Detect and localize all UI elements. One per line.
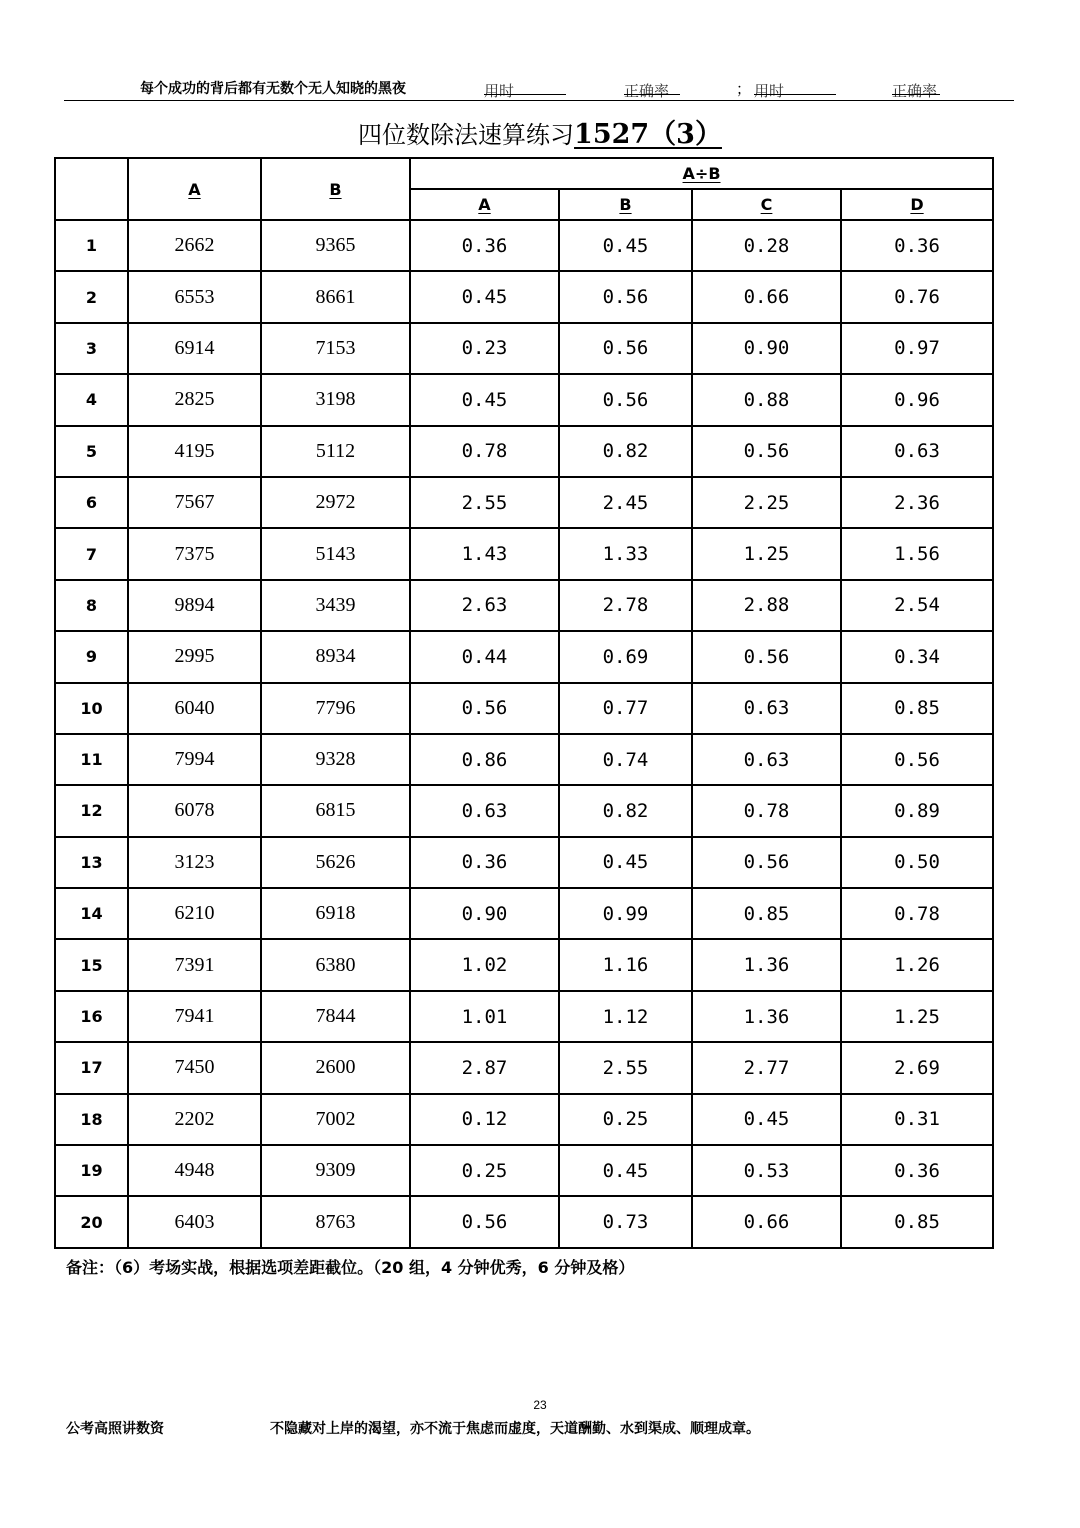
option-b-cell[interactable]: 0.56 xyxy=(559,374,692,425)
table-row xyxy=(55,1145,993,1196)
option-b-cell[interactable]: 2.78 xyxy=(559,580,692,631)
option-c-cell[interactable]: 0.88 xyxy=(692,374,841,425)
option-d-cell[interactable]: 0.89 xyxy=(841,785,993,836)
row-index: 9 xyxy=(55,631,128,682)
header-separator: ； xyxy=(736,80,752,98)
cell-a: 2662 xyxy=(128,220,261,271)
division-practice-table xyxy=(54,157,994,1249)
row-index: 1 xyxy=(55,220,128,271)
row-index: 10 xyxy=(55,683,128,734)
table-row xyxy=(55,528,993,579)
table-row xyxy=(55,888,993,939)
page-title xyxy=(0,112,1080,151)
option-b-cell[interactable]: 0.69 xyxy=(559,631,692,682)
option-d-cell[interactable]: 0.50 xyxy=(841,837,993,888)
cell-b: 3439 xyxy=(261,580,410,631)
option-a-cell[interactable]: 0.45 xyxy=(410,374,559,425)
option-a-cell[interactable]: 0.78 xyxy=(410,426,559,477)
option-b-cell[interactable]: 0.45 xyxy=(559,220,692,271)
option-b-cell[interactable]: 0.45 xyxy=(559,837,692,888)
cell-a: 2825 xyxy=(128,374,261,425)
table-row xyxy=(55,323,993,374)
cell-b: 9365 xyxy=(261,220,410,271)
table-row xyxy=(55,991,993,1042)
cell-a: 7375 xyxy=(128,528,261,579)
table-row xyxy=(55,631,993,682)
table-row xyxy=(55,580,993,631)
option-c-cell[interactable]: 0.56 xyxy=(692,837,841,888)
header-motto: 每个成功的背后都有无数个无人知晓的黑夜 xyxy=(140,81,406,97)
cell-a: 7567 xyxy=(128,477,261,528)
option-d-cell[interactable]: 0.36 xyxy=(841,220,993,271)
option-d-cell[interactable]: 0.31 xyxy=(841,1094,993,1145)
option-d-cell[interactable]: 2.54 xyxy=(841,580,993,631)
cell-a: 4948 xyxy=(128,1145,261,1196)
option-c-cell[interactable]: 1.36 xyxy=(692,991,841,1042)
option-a-cell[interactable]: 0.44 xyxy=(410,631,559,682)
cell-a: 4195 xyxy=(128,426,261,477)
option-d-cell[interactable]: 0.36 xyxy=(841,1145,993,1196)
cell-b: 8763 xyxy=(261,1196,410,1247)
row-index: 20 xyxy=(55,1196,128,1247)
option-d-cell[interactable]: 1.26 xyxy=(841,939,993,990)
option-c-header: C xyxy=(692,189,841,220)
cell-b: 6380 xyxy=(261,939,410,990)
footer-right: 不隐藏对上岸的渴望，亦不流于焦虑而虚度，天道酬勤、水到渠成、顺理成章。 xyxy=(270,1421,760,1437)
row-index: 3 xyxy=(55,323,128,374)
cell-b: 5143 xyxy=(261,528,410,579)
option-a-cell[interactable]: 0.56 xyxy=(410,683,559,734)
accuracy-blank-1[interactable] xyxy=(624,80,680,95)
page-number: 23 xyxy=(533,1398,547,1412)
accuracy-blank-2[interactable] xyxy=(892,80,940,95)
option-b-cell[interactable]: 0.56 xyxy=(559,271,692,322)
table-row xyxy=(55,785,993,836)
option-d-cell[interactable]: 0.97 xyxy=(841,323,993,374)
time-blank-1[interactable] xyxy=(484,80,566,95)
quotient-group-header: A÷B xyxy=(410,158,993,189)
option-b-cell[interactable]: 0.45 xyxy=(559,1145,692,1196)
option-c-cell[interactable]: 0.56 xyxy=(692,426,841,477)
cell-a: 6078 xyxy=(128,785,261,836)
row-index: 15 xyxy=(55,939,128,990)
cell-a: 2202 xyxy=(128,1094,261,1145)
table-body xyxy=(55,220,993,1248)
option-c-cell[interactable]: 0.63 xyxy=(692,734,841,785)
option-d-cell[interactable]: 0.85 xyxy=(841,1196,993,1247)
row-index: 5 xyxy=(55,426,128,477)
option-a-cell[interactable]: 0.45 xyxy=(410,271,559,322)
cell-a: 7391 xyxy=(128,939,261,990)
option-d-cell[interactable]: 0.34 xyxy=(841,631,993,682)
cell-b: 6918 xyxy=(261,888,410,939)
option-a-cell[interactable]: 1.01 xyxy=(410,991,559,1042)
option-b-cell[interactable]: 2.45 xyxy=(559,477,692,528)
option-c-cell[interactable]: 1.25 xyxy=(692,528,841,579)
cell-a: 7941 xyxy=(128,991,261,1042)
cell-a: 3123 xyxy=(128,837,261,888)
option-c-cell[interactable]: 0.53 xyxy=(692,1145,841,1196)
cell-b: 7796 xyxy=(261,683,410,734)
option-a-cell[interactable]: 0.86 xyxy=(410,734,559,785)
cell-b: 8934 xyxy=(261,631,410,682)
option-b-cell[interactable]: 0.77 xyxy=(559,683,692,734)
cell-b: 9328 xyxy=(261,734,410,785)
cell-a: 6403 xyxy=(128,1196,261,1247)
option-b-cell[interactable]: 0.25 xyxy=(559,1094,692,1145)
cell-a: 6040 xyxy=(128,683,261,734)
option-d-cell[interactable]: 2.36 xyxy=(841,477,993,528)
option-b-cell[interactable]: 0.82 xyxy=(559,785,692,836)
option-d-cell[interactable]: 0.76 xyxy=(841,271,993,322)
option-c-cell[interactable]: 2.88 xyxy=(692,580,841,631)
option-c-cell[interactable]: 0.63 xyxy=(692,683,841,734)
table-row xyxy=(55,477,993,528)
cell-b: 7153 xyxy=(261,323,410,374)
footer-left: 公考高照讲数资 xyxy=(66,1421,164,1437)
option-b-cell[interactable]: 2.55 xyxy=(559,1042,692,1093)
cell-a: 7450 xyxy=(128,1042,261,1093)
cell-a: 6553 xyxy=(128,271,261,322)
option-b-cell[interactable]: 0.73 xyxy=(559,1196,692,1247)
option-b-cell[interactable]: 0.82 xyxy=(559,426,692,477)
option-a-cell[interactable]: 1.02 xyxy=(410,939,559,990)
row-index: 14 xyxy=(55,888,128,939)
option-b-cell[interactable]: 1.16 xyxy=(559,939,692,990)
time-label-2: 用时 xyxy=(754,82,785,100)
cell-b: 6815 xyxy=(261,785,410,836)
option-b-cell[interactable]: 0.99 xyxy=(559,888,692,939)
option-a-cell[interactable]: 0.36 xyxy=(410,220,559,271)
option-a-cell[interactable]: 0.63 xyxy=(410,785,559,836)
title-text: 四位数除法速算练习 xyxy=(358,121,575,149)
time-label-1: 用时 xyxy=(484,82,515,100)
option-a-cell[interactable]: 0.23 xyxy=(410,323,559,374)
option-b-cell[interactable]: 1.12 xyxy=(559,991,692,1042)
row-index: 17 xyxy=(55,1042,128,1093)
note: 备注：（6）考场实战，根据选项差距截位。（20 组，4 分钟优秀，6 分钟及格） xyxy=(66,1258,635,1277)
cell-b: 7002 xyxy=(261,1094,410,1145)
table-row xyxy=(55,1042,993,1093)
row-index: 8 xyxy=(55,580,128,631)
option-a-header: A xyxy=(410,189,559,220)
option-a-cell[interactable]: 0.56 xyxy=(410,1196,559,1247)
option-a-cell[interactable]: 0.90 xyxy=(410,888,559,939)
row-index: 18 xyxy=(55,1094,128,1145)
row-index: 4 xyxy=(55,374,128,425)
cell-a: 2995 xyxy=(128,631,261,682)
column-b-header: B xyxy=(261,158,410,220)
option-c-cell[interactable]: 1.36 xyxy=(692,939,841,990)
cell-b: 5626 xyxy=(261,837,410,888)
row-index: 2 xyxy=(55,271,128,322)
option-a-cell[interactable]: 1.43 xyxy=(410,528,559,579)
table-row xyxy=(55,220,993,271)
page-header xyxy=(64,76,1014,101)
option-c-cell[interactable]: 0.78 xyxy=(692,785,841,836)
cell-b: 2972 xyxy=(261,477,410,528)
row-index: 19 xyxy=(55,1145,128,1196)
row-index: 13 xyxy=(55,837,128,888)
table-row xyxy=(55,939,993,990)
option-b-cell[interactable]: 1.33 xyxy=(559,528,692,579)
option-c-cell[interactable]: 0.90 xyxy=(692,323,841,374)
row-index: 7 xyxy=(55,528,128,579)
option-c-cell[interactable]: 0.85 xyxy=(692,888,841,939)
table-row xyxy=(55,374,993,425)
row-index: 12 xyxy=(55,785,128,836)
cell-b: 9309 xyxy=(261,1145,410,1196)
option-b-cell[interactable]: 0.74 xyxy=(559,734,692,785)
option-c-cell[interactable]: 0.66 xyxy=(692,271,841,322)
cell-b: 2600 xyxy=(261,1042,410,1093)
option-a-cell[interactable]: 2.87 xyxy=(410,1042,559,1093)
row-index: 6 xyxy=(55,477,128,528)
cell-a: 6914 xyxy=(128,323,261,374)
option-d-header: D xyxy=(841,189,993,220)
option-c-cell[interactable]: 2.25 xyxy=(692,477,841,528)
option-d-cell[interactable]: 0.78 xyxy=(841,888,993,939)
option-d-cell[interactable]: 0.96 xyxy=(841,374,993,425)
cell-a: 7994 xyxy=(128,734,261,785)
column-a-header: A xyxy=(128,158,261,220)
option-a-cell[interactable]: 2.63 xyxy=(410,580,559,631)
option-c-cell[interactable]: 0.56 xyxy=(692,631,841,682)
cell-b: 5112 xyxy=(261,426,410,477)
table-row xyxy=(55,1196,993,1247)
table-row xyxy=(55,683,993,734)
cell-b: 8661 xyxy=(261,271,410,322)
option-d-cell[interactable]: 0.63 xyxy=(841,426,993,477)
option-c-cell[interactable]: 2.77 xyxy=(692,1042,841,1093)
option-a-cell[interactable]: 0.36 xyxy=(410,837,559,888)
option-d-cell[interactable]: 2.69 xyxy=(841,1042,993,1093)
option-d-cell[interactable]: 0.85 xyxy=(841,683,993,734)
option-c-cell[interactable]: 0.66 xyxy=(692,1196,841,1247)
cell-b: 3198 xyxy=(261,374,410,425)
time-blank-2[interactable] xyxy=(754,80,836,95)
option-c-cell[interactable]: 0.45 xyxy=(692,1094,841,1145)
table-row xyxy=(55,837,993,888)
option-d-cell[interactable]: 0.56 xyxy=(841,734,993,785)
table-row xyxy=(55,734,993,785)
table-row xyxy=(55,271,993,322)
accuracy-label-2: 正确率 xyxy=(892,82,938,100)
title-number: 1527（3） xyxy=(574,119,722,150)
option-a-cell[interactable]: 0.25 xyxy=(410,1145,559,1196)
option-c-cell[interactable]: 0.28 xyxy=(692,220,841,271)
cell-b: 7844 xyxy=(261,991,410,1042)
option-a-cell[interactable]: 0.12 xyxy=(410,1094,559,1145)
row-index: 11 xyxy=(55,734,128,785)
table-row xyxy=(55,426,993,477)
cell-a: 9894 xyxy=(128,580,261,631)
option-d-cell[interactable]: 1.25 xyxy=(841,991,993,1042)
accuracy-label-1: 正确率 xyxy=(624,82,670,100)
option-b-cell[interactable]: 0.56 xyxy=(559,323,692,374)
cell-a: 6210 xyxy=(128,888,261,939)
row-index: 16 xyxy=(55,991,128,1042)
index-header xyxy=(55,158,128,220)
option-b-header: B xyxy=(559,189,692,220)
option-d-cell[interactable]: 1.56 xyxy=(841,528,993,579)
table-row xyxy=(55,1094,993,1145)
option-a-cell[interactable]: 2.55 xyxy=(410,477,559,528)
